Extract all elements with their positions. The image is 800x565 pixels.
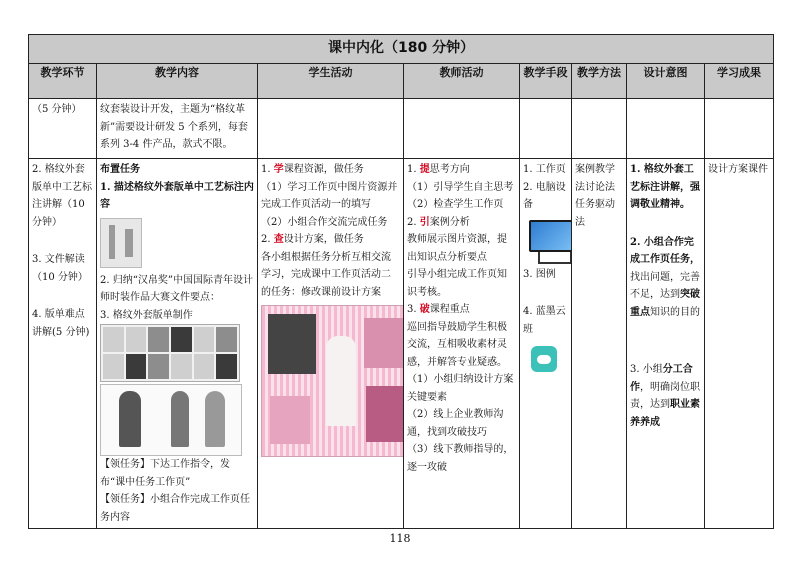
header-outcome: 学习成果	[705, 64, 774, 99]
means-item: 3. 图例	[523, 268, 556, 280]
header-row	[29, 64, 774, 99]
means-item: 2. 电脑设备	[523, 181, 566, 210]
garment-sketch-image	[100, 218, 142, 268]
teacher-keyword-break: 破	[419, 304, 430, 315]
spec-sheet-image	[100, 324, 240, 382]
content-task-2: 【领任务】小组合作完成工作页任务内容	[100, 494, 250, 523]
header-methods: 教学方法	[572, 64, 627, 99]
header-teacher-activity: 教师活动	[404, 64, 520, 99]
table-title: 课中内化（180 分钟）	[29, 35, 774, 64]
header-student-activity: 学生活动	[258, 64, 404, 99]
stage-item: 3. 文件解读（10 分钟）	[32, 254, 88, 283]
student-keyword-learn: 学	[273, 164, 284, 175]
row1-means	[520, 99, 572, 159]
content-item-2: 2. 归纳“汉帛奖”中国国际青年设计师时装作品大赛文件要点：	[100, 274, 253, 303]
header-content: 教学内容	[97, 64, 258, 99]
table-row	[29, 159, 774, 529]
lesson-plan-table	[28, 34, 774, 529]
row2-content	[97, 159, 258, 529]
computer-monitor-icon	[529, 220, 572, 264]
row1-intent	[627, 99, 705, 159]
header-means: 教学手段	[520, 64, 572, 99]
stage-item: 2. 格纹外套版单中工艺标注讲解（10 分钟）	[32, 164, 92, 228]
content-item-1: 1. 描述格纹外套版单中工艺标注内容	[100, 181, 254, 210]
plaid-outfit-image	[100, 384, 242, 456]
cloud-class-app-icon	[531, 346, 557, 372]
page-number: 118	[389, 532, 411, 545]
table-row	[29, 99, 774, 159]
row2-methods: 案例教学法讨论法任务驱动法	[572, 159, 627, 529]
student-line-2: （1）学习工作页中图片资源并完成工作页活动一的填写	[261, 181, 398, 210]
row2-means	[520, 159, 572, 529]
row2-intent	[627, 159, 705, 529]
intent-point-1: 1. 格纹外套工艺标注讲解，强调敬业精神。	[630, 164, 700, 210]
row1-stage: （5 分钟）	[29, 99, 97, 159]
document-page	[28, 34, 773, 529]
stage-item: 4. 版单难点讲解(5 分钟)	[32, 309, 90, 338]
student-line-5: 各小组根据任务分析互相交流学习，完成课中工作页活动二的任务：修改课前设计方案	[261, 251, 391, 298]
student-line-1: 1. 学课程资源，做任务	[261, 164, 364, 175]
student-line-4: 2. 查设计方案，做任务	[261, 234, 364, 245]
sketch-images	[100, 218, 254, 268]
teacher-keyword-guide: 引	[419, 216, 430, 228]
header-intent: 设计意图	[627, 64, 705, 99]
means-item: 1. 工作页	[523, 164, 566, 175]
row1-methods	[572, 99, 627, 159]
intent-point-3: 3. 小组分工合作，明确岗位职责，达到职业素养养成	[630, 364, 700, 428]
content-task-1: 【领任务】下达工作指令，发布“课中任务工作页”	[100, 459, 230, 488]
student-line-3: （2）小组合作交流完成任务	[261, 216, 388, 228]
intent-point-2: 2. 小组合作完成工作页任务，找出问题，完善不足，达到突破重点知识的目的	[630, 236, 700, 318]
pink-plaid-collage-image	[261, 305, 404, 457]
row1-outcome	[705, 99, 774, 159]
row1-student	[258, 99, 404, 159]
row2-student	[258, 159, 404, 529]
row2-outcome: 设计方案课件	[705, 159, 774, 529]
row1-teacher	[404, 99, 520, 159]
row2-teacher: 1. 提思考方向 （1）引导学生自主思考 （2）检查学生工作页 2. 引案例分析 教师展示图片资源，提出知识点分析要点 引导小组完成工作页知识考核。 3. 破课程重点 巡回指导鼓励学生积极交流，互相吸收素材灵感，并解答专业疑惑。 （1）小组归纳设计方案关键要素 （2）线上企业教师沟通，找到攻破技巧 （3）线下教师指导的，逐一攻破	[404, 159, 520, 529]
header-stage: 教学环节	[29, 64, 97, 99]
content-heading: 布置任务	[100, 164, 140, 175]
student-keyword-check: 查	[273, 234, 284, 245]
teacher-keyword-raise: 提	[419, 164, 430, 175]
means-item: 4. 蓝墨云班	[523, 306, 566, 335]
row1-content: 纹套装设计开发，主题为“格纹革新”需要设计研发 5 个系列，每套系列 3-4 件产品，款式不限。	[97, 99, 258, 159]
content-item-3: 3. 格纹外套版单制作	[100, 309, 193, 321]
row2-stage	[29, 159, 97, 529]
